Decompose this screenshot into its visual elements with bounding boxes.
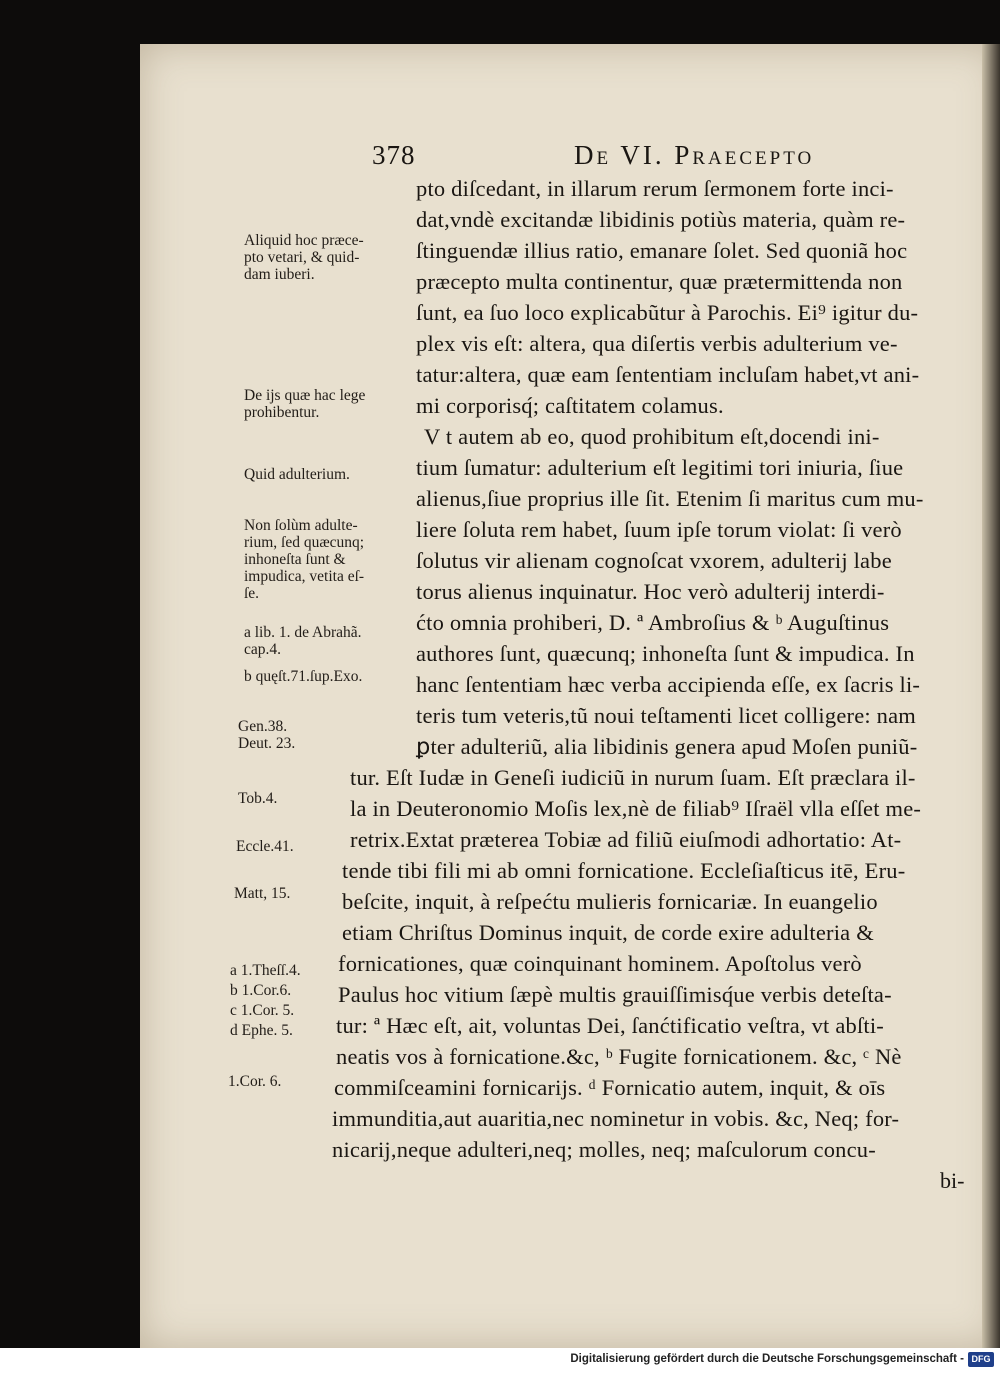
body-line: teris tum veteris,tũ noui teſtamenti licet colligere: nam: [416, 703, 917, 728]
page-number: 378: [372, 140, 416, 170]
body-line: V t autem ab eo, quod prohibitum eſt,docendi ini-: [424, 424, 880, 449]
body-line: ſtinguendæ illius ratio, emanare ſolet. Sed quoniã hoc: [416, 238, 908, 263]
margin-note: Quid adulterium.: [244, 466, 350, 483]
body-line: alienus,ſiue proprius ille ſit. Etenim ſi maritus cum mu-: [416, 486, 924, 511]
digitization-footer: [0, 1348, 1000, 1373]
body-line: la in Deuteronomio Moſis lex,nè de filiab⁹ Iſraël vlla eſſet me-: [350, 796, 922, 821]
body-line: ꝑter adulteriũ, alia libidinis genera apud Moſen puniũ-: [416, 734, 918, 759]
body-line: fornicationes, quæ coinquinant hominem. Apoſtolus verò: [338, 951, 862, 976]
body-line: torus alienus inquinatur. Hoc verò adulterij interdi-: [416, 579, 885, 604]
body-line: dat,vndè excitandæ libidinis potiùs materia, quàm re-: [416, 207, 906, 232]
body-line: immunditia,aut auaritia,nec nominetur in vobis. &c, Neq; for-: [332, 1106, 900, 1131]
body-line: tende tibi fili mi ab omni fornicatione. Eccleſiaſticus itē, Eru-: [342, 858, 906, 883]
body-line: ſunt, ea ſuo loco explicabũtur à Parochis. Ei⁹ igitur du-: [416, 300, 919, 325]
margin-note: Aliquid hoc præce- pto vetari, & quid- dam iuberi.: [244, 232, 364, 283]
body-line: ſolutus vir alienam cognoſcat vxorem, adulterij labe: [416, 548, 892, 573]
running-head: De VI. Praecepto: [574, 140, 815, 170]
body-line: authores ſunt, quæcunq; inhoneſta ſunt & impudica. In: [416, 641, 915, 666]
body-line: ćto omnia prohiberi, D. ª Ambroſius & ᵇ Auguſtinus: [416, 610, 890, 635]
margin-note: c 1.Cor. 5.: [230, 1002, 295, 1019]
page-gutter-shadow: [982, 44, 1000, 1348]
body-line: tium ſumatur: adulterium eſt legitimi tori iniuria, ſiue: [416, 455, 904, 480]
margin-note: d Ephe. 5.: [230, 1022, 293, 1039]
catchword: bi-: [940, 1168, 965, 1193]
body-line: pto diſcedant, in illarum rerum ſermonem forte inci-: [416, 176, 894, 201]
body-line: etiam Chriſtus Dominus inquit, de corde exire adulteria &: [342, 920, 874, 945]
margin-note: 1.Cor. 6.: [228, 1073, 282, 1090]
body-line: liere ſoluta rem habet, ſuum ipſe torum violat: ſi verò: [416, 517, 902, 542]
body-line: Paulus hoc vitium ſæpè multis grauiſſimisq́ue verbis deteſta-: [338, 982, 892, 1007]
margin-note: Gen.38. Deut. 23.: [238, 718, 296, 752]
margin-note: Eccle.41.: [236, 838, 294, 855]
body-line: plex vis eſt: altera, qua diſertis verbis adulterium ve-: [416, 331, 898, 356]
dfg-logo: DFG: [968, 1352, 994, 1367]
body-line: hanc ſententiam hæc verba accipienda eſſe, ex ſacris li-: [416, 672, 921, 697]
body-line: nicarij,neque adulteri,neq; molles, neq; maſculorum concu-: [332, 1137, 876, 1162]
body-line: tur. Eſt Iudæ in Geneſi iudiciũ in nurum ſuam. Eſt præclara il-: [350, 765, 916, 790]
margin-note: Non ſolùm adulte- rium, ſed quæcunq; inhoneſta ſunt & impudica, vetita eſ- ſe.: [244, 517, 365, 602]
body-line: tatur:altera, quæ eam ſententiam incluſam habet,vt ani-: [416, 362, 920, 387]
margin-note: b quęſt.71.ſup.Exo.: [244, 668, 363, 685]
body-line: commiſceamini fornicarijs. ᵈ Fornicatio autem, inquit, & oīs: [334, 1075, 886, 1100]
margin-note: a 1.Theſſ.4.: [230, 962, 301, 979]
body-line: tur: ª Hæc eſt, ait, voluntas Dei, ſanćtificatio veſtra, vt abſti-: [336, 1013, 885, 1038]
margin-note: a lib. 1. de Abrahã. cap.4.: [244, 624, 362, 658]
margin-note: b 1.Cor.6.: [230, 982, 292, 999]
margin-note: De ijs quæ hac lege prohibentur.: [244, 387, 366, 421]
body-line: neatis vos à fornicatione.&c, ᵇ Fugite fornicationem. &c, ᶜ Nè: [336, 1044, 902, 1069]
body-line: mi corporisq́; caſtitatem colamus.: [416, 393, 724, 418]
body-line: præcepto multa continentur, quæ prætermittenda non: [416, 269, 903, 294]
margin-note: Matt, 15.: [234, 885, 291, 902]
body-line: beſcite, inquit, à reſpećtu mulieris fornicariæ. In euangelio: [342, 889, 878, 914]
body-line: retrix.Extat præterea Tobiæ ad filiũ eiuſmodi adhortatio: At-: [350, 827, 902, 852]
margin-note: Tob.4.: [238, 790, 278, 807]
footer-credit: Digitalisierung gefördert durch die Deutsche Forschungsgemeinschaft -: [570, 1353, 964, 1365]
page-header: [372, 140, 852, 180]
